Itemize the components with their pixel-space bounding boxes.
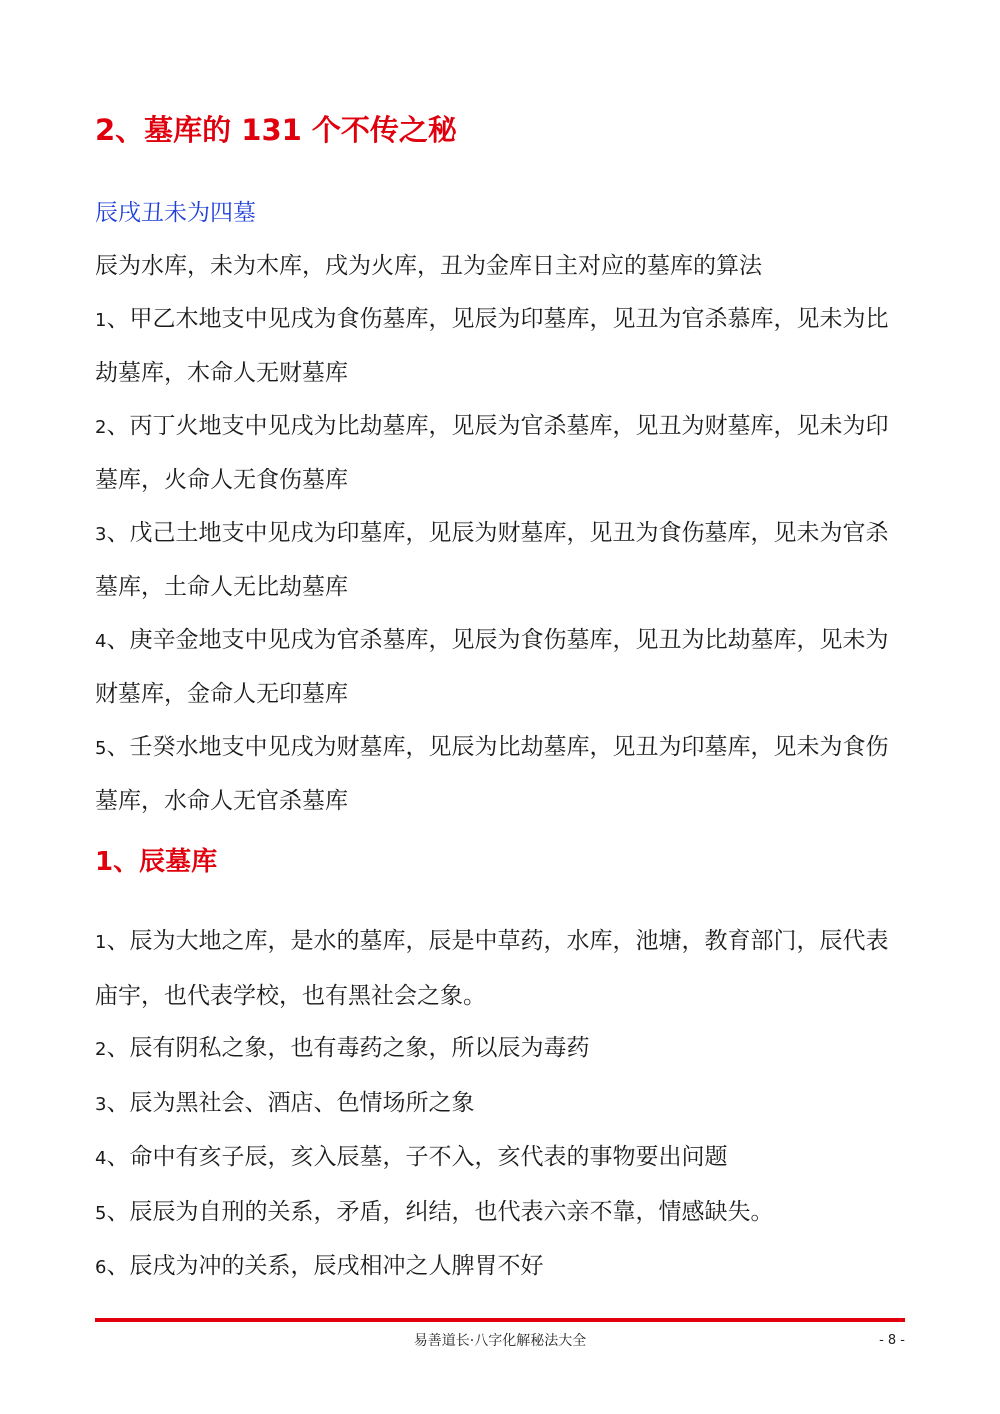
list-item xyxy=(95,1131,910,1186)
item-text: 、命中有亥子辰，亥入辰墓，子不入，亥代表的事物要出问题 xyxy=(106,1144,728,1170)
item-number: 4 xyxy=(95,1148,107,1169)
page-number: - 8 - xyxy=(879,1333,905,1348)
item-text: 、甲乙木地支中见戌为食伤墓库，见辰为印墓库，见丑为官杀慕库，见未为比劫墓库，木命人无财墓库 xyxy=(95,305,889,386)
item-number: 1 xyxy=(95,932,107,953)
item-text: 、辰为大地之库，是水的墓库，辰是中草药，水库，池塘，教育部门，辰代表庙宇，也代表学校，也有黑社会之象。 xyxy=(95,928,889,1009)
list-item xyxy=(95,1186,910,1241)
rules-block xyxy=(95,240,910,828)
subtitle: 辰戌丑未为四墓 xyxy=(95,200,256,226)
item-number: 3 xyxy=(95,1093,107,1115)
list-item xyxy=(95,1022,910,1077)
intro-paragraph: 辰为水库，未为木库，戌为火库，丑为金库日主对应的墓库的算法 xyxy=(95,253,762,279)
item-number: 2 xyxy=(95,416,107,438)
item-number: 6 xyxy=(95,1257,107,1278)
list-item xyxy=(95,1240,910,1295)
rule-item xyxy=(95,614,910,721)
item-text: 、丙丁火地支中见戌为比劫墓库，见辰为官杀墓库，见丑为财墓库，见未为印墓库，火命人无食伤墓库 xyxy=(95,412,889,493)
item-number: 3 xyxy=(95,523,107,545)
section-heading: 2、墓库的 131 个不传之秘 xyxy=(95,113,457,147)
item-text: 、辰戌为冲的关系，辰戌相冲之人脾胃不好 xyxy=(106,1253,544,1279)
item-text: 、壬癸水地支中见戌为财墓库，见辰为比劫墓库，见丑为印墓库，见未为食伤墓库，水命人无官杀墓库 xyxy=(95,733,889,814)
rule-item xyxy=(95,721,910,828)
rule-item xyxy=(95,507,910,614)
item-text: 、辰有阴私之象，也有毒药之象，所以辰为毒药 xyxy=(106,1035,590,1061)
item-number: 5 xyxy=(95,1202,107,1224)
item-text: 、戊己土地支中见戌为印墓库，见辰为财墓库，见丑为食伤墓库，见未为官杀墓库，土命人无比劫墓库 xyxy=(95,519,889,600)
item-text: 、庚辛金地支中见戌为官杀墓库，见辰为食伤墓库，见丑为比劫墓库，见未为财墓库，金命人无印墓库 xyxy=(95,626,889,707)
chen-list xyxy=(95,915,910,1295)
item-text: 、辰为黑社会、酒店、色情场所之象 xyxy=(106,1089,475,1116)
list-item xyxy=(95,1077,910,1132)
item-number: 4 xyxy=(95,630,107,652)
item-text: 、辰辰为自刑的关系，矛盾，纠结，也代表六亲不靠，情感缺失。 xyxy=(106,1198,774,1225)
rule-item xyxy=(95,293,910,400)
item-number: 5 xyxy=(95,737,107,759)
list-item xyxy=(95,915,910,1022)
subsection-heading: 1、辰墓库 xyxy=(95,847,218,877)
footer-divider xyxy=(95,1318,905,1322)
item-number: 2 xyxy=(95,1039,107,1060)
footer-title: 易善道长·八字化解秘法大全 xyxy=(413,1333,587,1349)
rule-item xyxy=(95,400,910,507)
item-number: 1 xyxy=(95,309,107,331)
